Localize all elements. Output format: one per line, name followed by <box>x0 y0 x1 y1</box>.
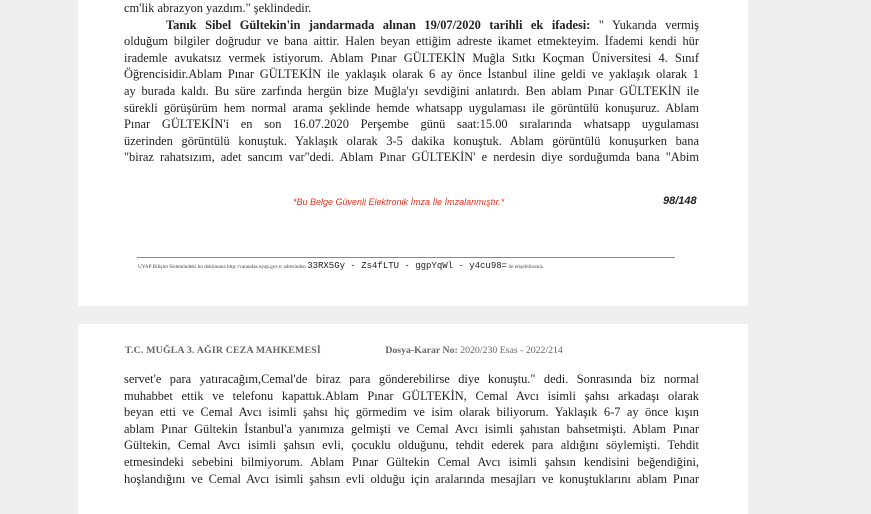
footer-suffix: ile erişebilirsiniz. <box>508 264 545 270</box>
document-page-98 <box>78 0 748 306</box>
text-line: beyan etti ve Cemal Avcı isimli şahsı hiç görmedim ve isim olarak biliyorum. Yaklaşık 6-7 ay önce kışın <box>124 405 699 420</box>
page-body-text <box>124 371 699 487</box>
text-line: hoşlandığını ve Cemal Avcı isimli şahsın evli olduğu için aralarında mesajları ve konuştuklarını ablam Pınar <box>124 471 699 486</box>
text-fragment: " Yukarıda vermiş <box>590 17 699 32</box>
page-number: 98/148 <box>663 195 697 207</box>
page-header <box>125 345 563 356</box>
text-line: sürekli görüşürüm hem normal arama şeklinde hemde whatsapp uygulaması ile görüntülü konuşuruz. Ablam <box>124 100 699 115</box>
uyap-footer <box>138 261 678 271</box>
footer-divider <box>137 257 675 258</box>
text-line: "biraz rahatsızım, adet sancım var"dedi. Ablam Pınar GÜLTEKİN' e nerdesin diye sorduğumda bana "Abim <box>124 150 699 165</box>
text-line: Öğrencisidir.Ablam Pınar GÜLTEKİN ile yaklaşık olarak 6 ay önce İstanbul iline geldi ve yaklaşık olarak 1 <box>124 67 699 82</box>
text-line: ay burada kaldı. Bu süre zarfında hergün bize Muğla'yı sevdiğini anlatırdı. Ben ablam Pınar GÜLTEKİN ile <box>124 83 699 98</box>
text-line: servet'e para yatıracağım,Cemal'de biraz para gönderebilirse diye konuştu." dedi. Sonrasında biz normal <box>124 372 699 386</box>
document-page-99 <box>78 324 748 514</box>
file-number-label: Dosya-Karar No: <box>385 345 458 356</box>
text-line: irademle avukatsız vermek istiyorum. Ablam Pınar GÜLTEKİN Muğla Sıtkı Koçman Üniversitesi 4. Sınıf <box>124 50 699 65</box>
text-line: üzerinden görüntülü konuştuk. Yaklaşık olarak 3-5 dakika konuştuk. Ablam görüntülü konuşurken bana <box>124 133 699 148</box>
verification-code: 33RX5Gy - Zs4fLTU - ggpYqWl - y4cu98= <box>307 261 508 271</box>
footer-prefix: UYAP Bilişim Sistemindeki bu dokümana http://vatandas.uyap.gov.tr adresinden <box>138 264 306 270</box>
court-name: T.C. MUĞLA 3. AĞIR CEZA MAHKEMESİ <box>125 345 321 356</box>
file-number-value: 2020/230 Esas - 2022/214 <box>460 345 563 356</box>
text-line: ablam Pınar Gültekin İstanbul'a yanımıza gelmişti ve Cemal Avcı isimli şahıstan bahsetmişti. Ablam Pınar <box>124 421 699 436</box>
text-line: Gültekin, Cemal Avcı isimli şahsın evli, çocuklu olduğunu, tehdit ederek para aldığını söylemişti. Tehdit <box>124 438 699 453</box>
text-line: muhabbet ettik ve telefonu kapattık.Ablam Pınar GÜLTEKİN, Cemal Avcı isimli şahsı arkadaşı olarak <box>124 388 699 403</box>
text-line: olduğum bilgiler doğrudur ve bana aittir. Halen beyan ettiğim adreste ikamet etmekteyim. İfademi kendi hür <box>124 34 699 49</box>
text-line: Pınar GÜLTEKİN'i en son 16.07.2020 Perşembe günü saat:15.00 sıralarında whatsapp uygulaması <box>124 117 699 132</box>
witness-statement-first-line <box>124 17 699 34</box>
page-body-text <box>124 0 699 166</box>
text-line: cm'lik abrazyon yazdım." şeklindedir. <box>124 1 312 15</box>
witness-heading: Tanık Sibel Gültekin'in jandarmada alınan 19/07/2020 tarihli ek ifadesi: <box>166 17 591 32</box>
e-signature-note: *Bu Belge Güvenli Elektronik İmza İle İmzalanmıştır.* <box>293 197 505 207</box>
text-line: etmesindeki sebebini bilmiyorum. Ablam Pınar Gültekin Cemal Avcı isimli şahsın kendisini beğendiğini, <box>124 454 699 469</box>
